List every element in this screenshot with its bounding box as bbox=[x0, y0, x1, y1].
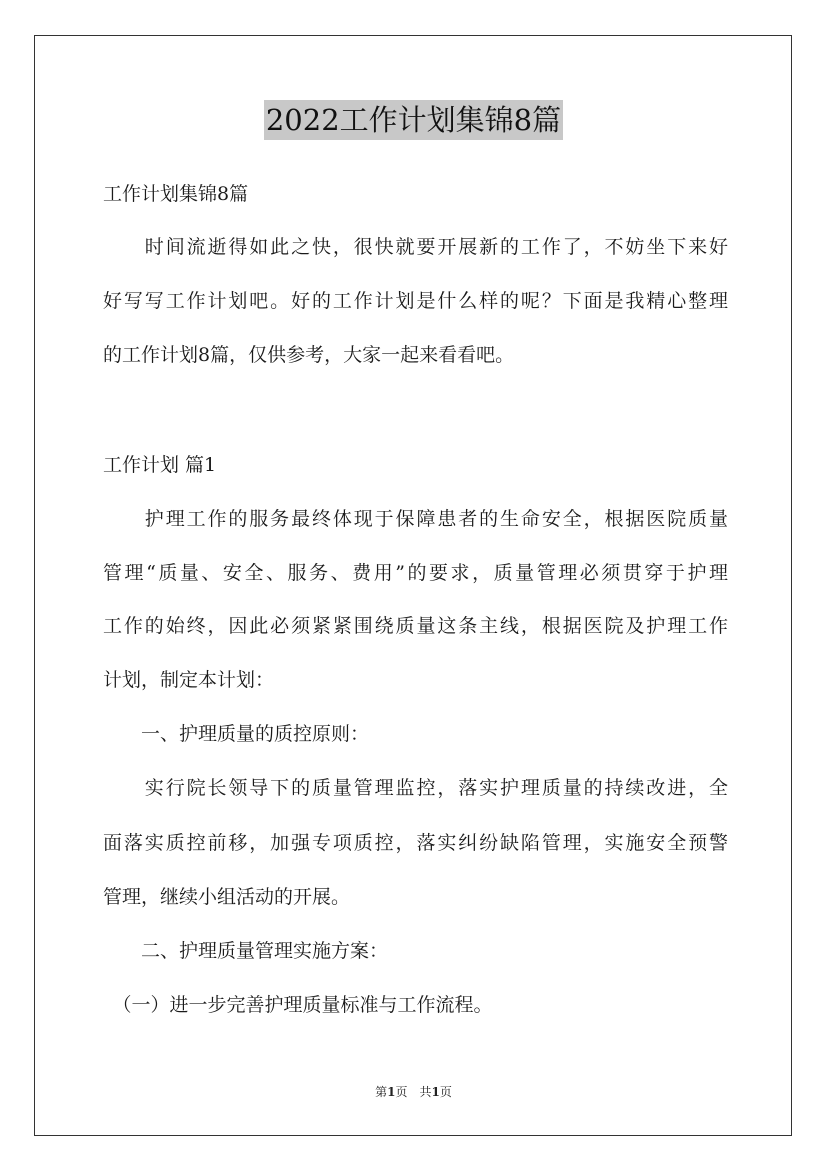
document-title: 2022工作计划集锦8篇 bbox=[264, 100, 563, 140]
list-item-2: 二、护理质量管理实施方案： bbox=[103, 940, 389, 962]
list-item-1: 一、护理质量的质控原则： bbox=[103, 723, 370, 745]
para2-line-3: 管理，继续小组活动的开展。 bbox=[103, 886, 351, 908]
list-item-3: （一）进一步完善护理质量标准与工作流程。 bbox=[103, 994, 493, 1016]
section-heading: 工作计划 篇1 bbox=[103, 454, 217, 476]
para2-line-1: 实行院长领导下的质量管理监控，落实护理质量的持续改进，全 bbox=[103, 777, 728, 799]
para1-line-4: 计划，制定本计划： bbox=[103, 669, 275, 691]
para1-line-1: 护理工作的服务最终体现于保障患者的生命安全，根据医院质量 bbox=[103, 508, 728, 530]
footer-page-total: 1 bbox=[431, 1085, 440, 1099]
footer-page-mid: 页 共 bbox=[395, 1085, 432, 1099]
footer-page-suffix: 页 bbox=[439, 1085, 452, 1099]
title-container bbox=[0, 100, 827, 140]
para2-line-2: 面落实质控前移，加强专项质控，落实纠纷缺陷管理，实施安全预警 bbox=[103, 832, 728, 854]
intro-line-3: 的工作计划8篇，仅供参考，大家一起来看看吧。 bbox=[103, 344, 515, 366]
para1-line-2: 管理“质量、安全、服务、费用”的要求，质量管理必须贯穿于护理 bbox=[103, 562, 728, 584]
para1-line-3: 工作的始终，因此必须紧紧围绕质量这条主线，根据医院及护理工作 bbox=[103, 615, 728, 637]
footer-page-prefix: 第 bbox=[375, 1085, 388, 1099]
footer-page-number: 1 bbox=[387, 1085, 396, 1099]
page-footer bbox=[0, 1084, 827, 1100]
document-subtitle: 工作计划集锦8篇 bbox=[103, 183, 249, 205]
intro-line-2: 好写写工作计划吧。好的工作计划是什么样的呢？下面是我精心整理 bbox=[103, 290, 728, 312]
intro-line-1: 时间流逝得如此之快，很快就要开展新的工作了，不妨坐下来好 bbox=[103, 236, 728, 258]
